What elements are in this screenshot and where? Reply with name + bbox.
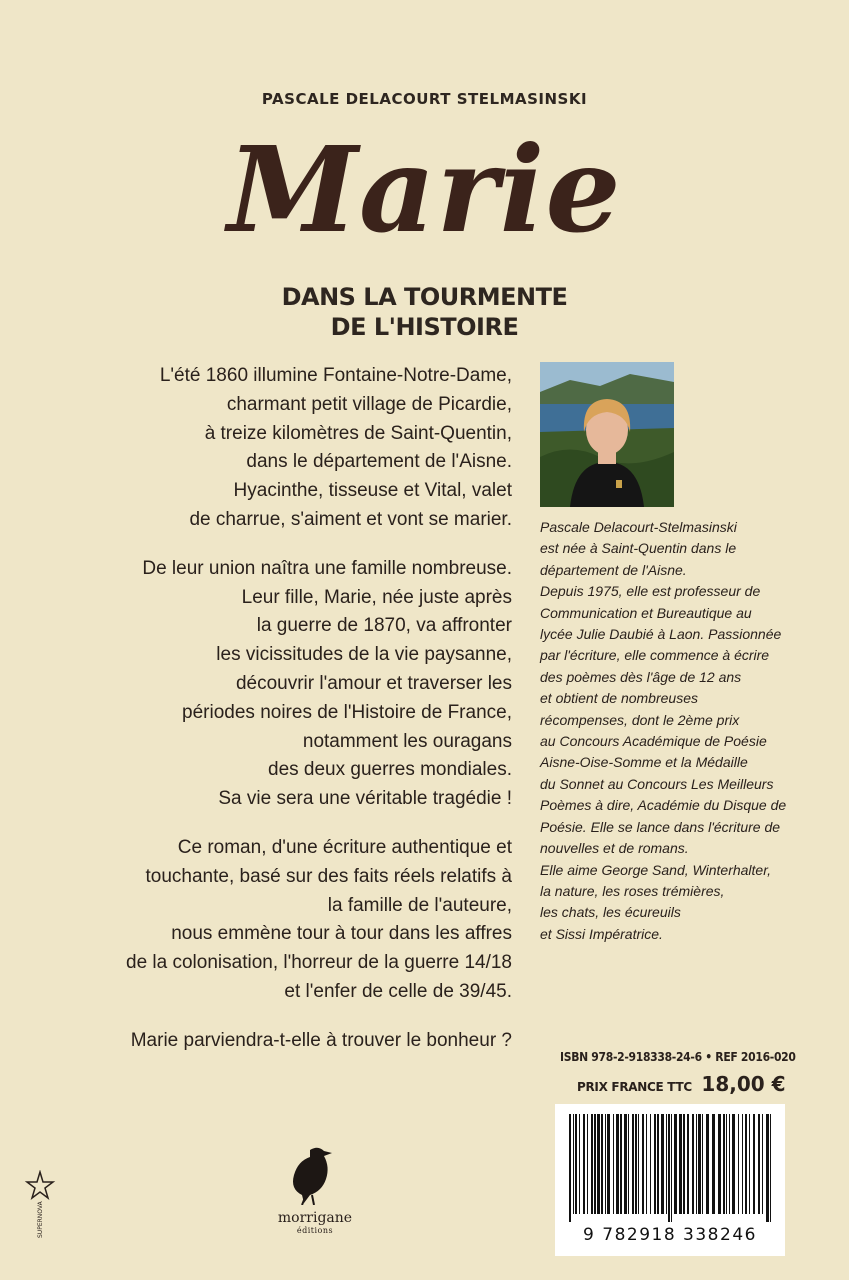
barcode-bar — [696, 1114, 697, 1214]
bio-line: Depuis 1975, elle est professeur de — [540, 583, 761, 600]
synopsis — [60, 362, 512, 1076]
barcode-bar — [646, 1114, 647, 1214]
bio-line: lycée Julie Daubié à Laon. Passionnée — [540, 626, 782, 643]
synopsis-line: L'été 1860 illumine Fontaine-Notre-Dame, — [159, 365, 512, 386]
publisher-name: morrigane — [277, 1210, 353, 1226]
bio-line: Pascale Delacourt-Stelmasinski — [540, 519, 737, 535]
barcode-bar — [738, 1114, 739, 1214]
book-title: Marie — [227, 120, 622, 259]
bio-line: Aisne-Oise-Somme et la Médaille — [540, 754, 748, 771]
synopsis-line: nous emmène tour à tour dans les affres — [171, 923, 512, 945]
barcode-bar — [758, 1114, 760, 1214]
barcode-bar — [687, 1114, 689, 1214]
barcode-bar — [674, 1114, 677, 1214]
synopsis-line: à treize kilomètres de Saint-Quentin, — [204, 422, 512, 444]
synopsis-line: la guerre de 1870, va affronter — [256, 615, 512, 637]
author-photo — [540, 362, 674, 507]
synopsis-line: De leur union naîtra une famille nombreuse. — [142, 557, 512, 579]
barcode-bar — [569, 1114, 571, 1222]
synopsis-paragraph — [60, 834, 512, 1007]
barcode-bar — [638, 1114, 639, 1214]
barcode-bar — [583, 1114, 585, 1214]
barcode-bar — [650, 1114, 651, 1214]
barcode-bar — [692, 1114, 694, 1214]
barcode-bar — [723, 1114, 725, 1214]
price-value: 18,00 € — [701, 1072, 786, 1096]
synopsis-line: des deux guerres mondiales. — [268, 759, 512, 781]
bio-line: des poèmes dès l'âge de 12 ans — [540, 668, 742, 685]
bio-line: Poèmes à dire, Académie du Disque de — [540, 797, 787, 814]
barcode-bar — [712, 1114, 715, 1214]
barcode-bar — [620, 1114, 622, 1214]
synopsis-line: Sa vie sera une véritable tragédie ! — [218, 788, 512, 810]
barcode-bar — [624, 1114, 627, 1214]
barcode-bar — [671, 1114, 672, 1222]
barcode-bar — [597, 1114, 600, 1214]
star-icon — [27, 1172, 53, 1198]
synopsis-line: Ce roman, d'une écriture authentique et — [177, 836, 512, 858]
isbn-ref: ISBN 978-2-918338-24-6 • REF 2016-020 — [560, 1050, 796, 1064]
barcode-bar — [745, 1114, 747, 1214]
barcode-bar — [594, 1114, 596, 1214]
barcode-bar — [718, 1114, 721, 1214]
synopsis-line: de la colonisation, l'horreur de la guerre 14/18 — [126, 952, 512, 974]
barcode-bar — [666, 1114, 667, 1214]
barcode-bar — [729, 1114, 730, 1214]
barcode-digits: 9 782918 338246 — [583, 1225, 757, 1245]
barcode-bar — [601, 1114, 603, 1214]
barcode-bar — [605, 1114, 606, 1214]
bio-line: la nature, les roses trémières, — [540, 882, 725, 899]
supernova-logo — [20, 1170, 60, 1240]
bio-line: nouvelles et de romans. — [540, 840, 689, 857]
subtitle-line: DANS LA TOURMENTE — [281, 283, 568, 311]
barcode-bar — [753, 1114, 755, 1214]
bio-line: par l'écriture, elle commence à écrire — [540, 647, 770, 664]
synopsis-line: notamment les ouragans — [302, 730, 512, 752]
author-bio — [540, 517, 800, 945]
barcode-bar — [575, 1114, 577, 1214]
synopsis-paragraph — [60, 555, 512, 814]
crow-icon — [280, 1145, 350, 1205]
synopsis-line: Hyacinthe, tisseuse et Vital, valet — [233, 480, 512, 502]
barcode-bar — [632, 1114, 634, 1214]
barcode-bar — [573, 1114, 574, 1214]
supernova-label: SUPERNOVA — [37, 1201, 44, 1238]
author-name: PASCALE DELACOURT STELMASINSKI — [261, 90, 588, 108]
synopsis-line: les vicissitudes de la vie paysanne, — [216, 644, 512, 666]
barcode-bar — [706, 1114, 709, 1214]
synopsis-paragraph — [60, 1027, 512, 1056]
barcode-bar — [770, 1114, 771, 1222]
barcode-bar — [628, 1114, 629, 1214]
barcode-bar — [698, 1114, 701, 1214]
bio-line: du Sonnet au Concours Les Meilleurs — [540, 775, 774, 792]
barcode-bar — [616, 1114, 619, 1214]
bio-line: les chats, les écureuils — [540, 904, 681, 921]
barcode-bar — [762, 1114, 763, 1214]
barcode-bar — [654, 1114, 656, 1214]
barcode-bar — [702, 1114, 703, 1214]
bio-line: département de l'Aisne. — [540, 561, 687, 578]
bio-line: est née à Saint-Quentin dans le — [540, 540, 737, 557]
synopsis-line: dans le département de l'Aisne. — [246, 451, 512, 473]
bio-line: récompenses, dont le 2ème prix — [540, 711, 740, 728]
barcode-bar — [749, 1114, 750, 1214]
bio-line: Poésie. Elle se lance dans l'écriture de — [540, 818, 781, 835]
bio-line: Elle aime George Sand, Winterhalter, — [540, 861, 771, 878]
synopsis-line: touchante, basé sur des faits réels relatifs à — [145, 865, 512, 887]
barcode-bar — [657, 1114, 659, 1214]
publisher-subtitle: éditions — [296, 1226, 334, 1235]
barcode-bar — [732, 1114, 735, 1214]
synopsis-line: charmant petit village de Picardie, — [226, 393, 512, 415]
book-subtitle — [0, 282, 849, 342]
synopsis-line: et l'enfer de celle de 39/45. — [284, 980, 512, 1002]
barcode-bar — [579, 1114, 580, 1214]
barcode-bar — [766, 1114, 769, 1222]
barcode-bar — [668, 1114, 670, 1222]
price-row — [577, 1072, 786, 1096]
barcode-bar — [635, 1114, 637, 1214]
barcode-bar — [679, 1114, 682, 1214]
barcode-bars — [555, 1104, 785, 1224]
synopsis-line: Marie parviendra-t-elle à trouver le bonheur ? — [130, 1029, 512, 1051]
bio-line: et obtient de nombreuses — [540, 690, 698, 707]
barcode-bar — [642, 1114, 644, 1214]
synopsis-line: de charrue, s'aiment et vont se marier. — [189, 508, 512, 530]
synopsis-paragraph — [60, 362, 512, 535]
synopsis-line: Leur fille, Marie, née juste après — [241, 586, 512, 608]
barcode-bar — [591, 1114, 593, 1214]
bio-line: au Concours Académique de Poésie — [540, 733, 767, 750]
synopsis-line: découvrir l'amour et traverser les — [235, 672, 512, 694]
bio-line: et Sissi Impératrice. — [540, 925, 663, 942]
subtitle-line: DE L'HISTOIRE — [330, 313, 519, 341]
publisher-logo — [260, 1145, 370, 1235]
barcode-bar — [661, 1114, 664, 1214]
price-label: PRIX FRANCE TTC — [577, 1080, 692, 1094]
barcode-bar — [683, 1114, 685, 1214]
bio-line: Communication et Bureautique au — [540, 604, 752, 621]
barcode-bar — [742, 1114, 743, 1214]
barcode-bar — [613, 1114, 614, 1214]
synopsis-line: la famille de l'auteure, — [327, 894, 512, 916]
synopsis-line: périodes noires de l'Histoire de France, — [182, 701, 512, 723]
barcode-bar — [726, 1114, 727, 1214]
barcode-bar — [607, 1114, 610, 1214]
barcode-bar — [587, 1114, 588, 1214]
